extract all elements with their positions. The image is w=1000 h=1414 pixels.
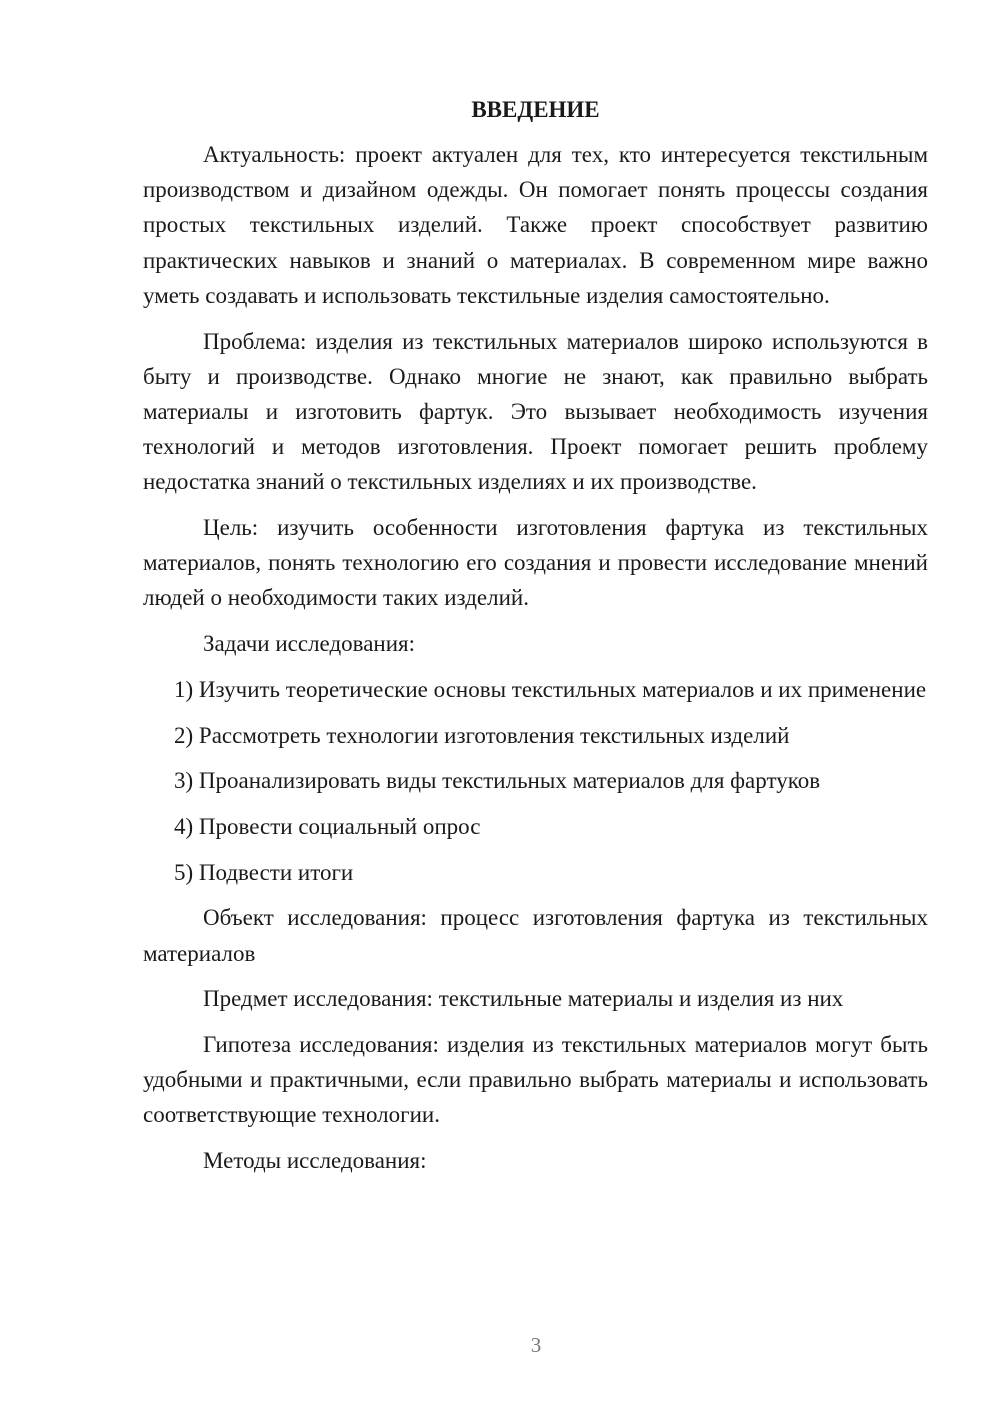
page-title: ВВЕДЕНИЕ [471, 97, 600, 122]
list-item-task-5: 5) Подвести итоги [174, 859, 354, 885]
paragraph-methods-heading: Методы исследования: [203, 1148, 427, 1174]
list-item-task-2: 2) Рассмотреть технологии изготовления текстильных изделий [174, 722, 790, 748]
paragraph-relevance: Актуальность: проект актуален для тех, кто интересуется текстильным производством и дизайном одежды. Он помогает понять процессы создания простых текстильных изделий. Также проект способствует развитию практических навыков и знаний о материалах. В современном мире важно уметь создавать и использовать текстильные изделия самостоятельно. [143, 142, 928, 308]
paragraph-hypothesis: Гипотеза исследования: изделия из текстильных материалов могут быть удобными и практичными, если правильно выбрать материалы и использовать соответствующие технологии. [143, 1031, 928, 1128]
list-item-task-1: 1) Изучить теоретические основы текстильных материалов и их применение [174, 676, 927, 702]
list-item-task-4: 4) Провести социальный опрос [174, 813, 481, 839]
paragraph-object: Объект исследования: процесс изготовления фартука из текстильных материалов [143, 905, 928, 966]
paragraph-tasks-heading: Задачи исследования: [203, 631, 416, 657]
paragraph-subject: Предмет исследования: текстильные материалы и изделия из них [203, 986, 844, 1012]
page-content [143, 92, 928, 1178]
page-number: 3 [530, 1333, 542, 1357]
paragraph-goal: Цель: изучить особенности изготовления фартука из текстильных материалов, понять технологию его создания и провести исследование мнений людей о необходимости таких изделий. [143, 515, 928, 611]
paragraph-problem: Проблема: изделия из текстильных материалов широко используются в быту и производстве. Однако многие не знают, как правильно выбрать материалы и изготовить фартук. Это вызывает необходимость изучения технологий и методов изготовления. Проект помогает решить проблему недостатка знаний о текстильных изделиях и их производстве. [143, 328, 928, 495]
list-item-task-3: 3) Проанализировать виды текстильных материалов для фартуков [174, 768, 821, 794]
